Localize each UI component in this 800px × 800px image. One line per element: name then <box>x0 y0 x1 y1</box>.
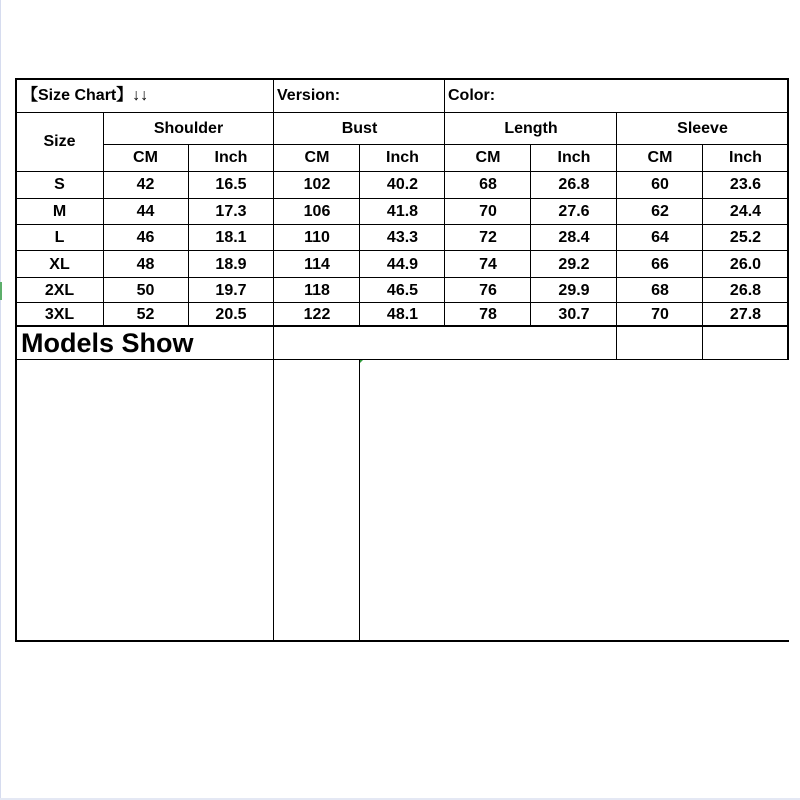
table-cell: 70 <box>479 203 497 220</box>
table-cell: 122 <box>303 305 331 323</box>
grid-line <box>16 250 789 251</box>
table-cell: 46 <box>136 229 155 246</box>
grid-line <box>16 277 789 278</box>
table-cell: 62 <box>651 203 669 220</box>
table-cell: 18.9 <box>215 255 247 273</box>
table-cell: 118 <box>304 281 330 299</box>
grid-line <box>273 112 274 326</box>
table-cell: 26.8 <box>729 281 762 299</box>
grid-line <box>273 78 274 113</box>
table-cell: 25.2 <box>729 229 762 246</box>
grid-line <box>616 112 617 326</box>
table-cell: 29.2 <box>558 255 590 273</box>
unit-header: CM <box>133 149 158 166</box>
grid-line <box>16 171 789 172</box>
table-cell: 74 <box>479 255 497 273</box>
table-cell: 66 <box>651 255 669 273</box>
color-label: Color: <box>448 86 496 104</box>
table-cell: 26.8 <box>558 176 590 193</box>
table-cell: 29.9 <box>558 281 590 299</box>
grid-line <box>702 326 703 360</box>
grid-line <box>103 144 789 145</box>
table-cell: 40.2 <box>386 176 419 193</box>
table-cell: 20.5 <box>215 305 247 323</box>
table-cell: 48.1 <box>386 305 419 323</box>
grid-line <box>16 302 789 303</box>
table-border-right <box>787 78 789 360</box>
grid-line <box>530 144 531 326</box>
models-show-title: Models Show <box>21 327 194 358</box>
table-cell: 19.7 <box>215 281 247 299</box>
table-cell: 68 <box>651 281 669 299</box>
table-cell: 50 <box>136 281 155 299</box>
table-cell: 43.3 <box>386 229 419 246</box>
grid-line <box>103 112 104 326</box>
size-label: 2XL <box>44 281 75 299</box>
table-cell: 44 <box>136 203 155 220</box>
table-cell: 18.1 <box>215 229 247 246</box>
table-cell: 27.8 <box>729 305 762 323</box>
version-label: Version: <box>277 86 341 104</box>
table-cell: 16.5 <box>215 176 247 193</box>
size-label: S <box>54 176 65 193</box>
length-header: Length <box>504 120 558 137</box>
table-cell: 68 <box>479 176 497 193</box>
table-cell: 44.9 <box>386 255 419 273</box>
size-label: L <box>54 229 65 246</box>
table-cell: 46.5 <box>386 281 419 299</box>
grid-line <box>16 224 789 225</box>
grid-line <box>16 359 789 360</box>
size-label: XL <box>49 255 70 273</box>
table-border-bottom <box>16 640 789 642</box>
table-cell: 23.6 <box>729 176 762 193</box>
table-cell: 30.7 <box>558 305 590 323</box>
table-cell: 60 <box>651 176 669 193</box>
table-cell: 106 <box>303 203 331 220</box>
table-cell: 110 <box>304 229 330 246</box>
shoulder-header: Shoulder <box>153 120 224 137</box>
table-cell: 102 <box>303 176 331 193</box>
size-label: M <box>52 203 67 220</box>
size-label: 3XL <box>44 305 75 323</box>
table-cell: 52 <box>136 305 155 323</box>
grid-line <box>616 326 617 360</box>
unit-header: Inch <box>729 149 762 166</box>
table-border-top <box>16 78 789 80</box>
grid-line <box>359 144 360 326</box>
unit-header: Inch <box>214 149 248 166</box>
table-cell: 28.4 <box>558 229 590 246</box>
table-cell: 27.6 <box>558 203 590 220</box>
table-cell: 24.4 <box>729 203 762 220</box>
size-column-header: Size <box>43 133 76 150</box>
grid-line <box>273 326 274 641</box>
unit-header: CM <box>304 149 330 166</box>
sleeve-header: Sleeve <box>677 120 728 137</box>
grid-line <box>188 144 189 326</box>
grid-line <box>16 325 789 327</box>
size-chart-label: 【Size Chart】↓↓ <box>22 86 149 104</box>
table-cell: 70 <box>651 305 669 323</box>
grid-line <box>16 198 789 199</box>
unit-header: Inch <box>386 149 419 166</box>
unit-header: Inch <box>557 149 591 166</box>
bust-header: Bust <box>341 120 378 137</box>
table-cell: 76 <box>479 281 497 299</box>
grid-line <box>16 112 789 113</box>
grid-line <box>702 144 703 326</box>
table-cell: 48 <box>136 255 155 273</box>
table-cell: 78 <box>479 305 497 323</box>
table-border-left <box>15 78 17 642</box>
table-cell: 17.3 <box>215 203 247 220</box>
grid-line <box>444 112 445 326</box>
table-cell: 114 <box>304 255 330 273</box>
unit-header: CM <box>647 149 673 166</box>
table-cell: 26.0 <box>729 255 762 273</box>
table-cell: 41.8 <box>386 203 419 220</box>
grid-line <box>359 360 360 641</box>
table-cell: 72 <box>479 229 497 246</box>
table-cell: 64 <box>651 229 669 246</box>
unit-header: CM <box>475 149 501 166</box>
grid-line <box>444 78 445 113</box>
table-cell: 42 <box>136 176 155 193</box>
